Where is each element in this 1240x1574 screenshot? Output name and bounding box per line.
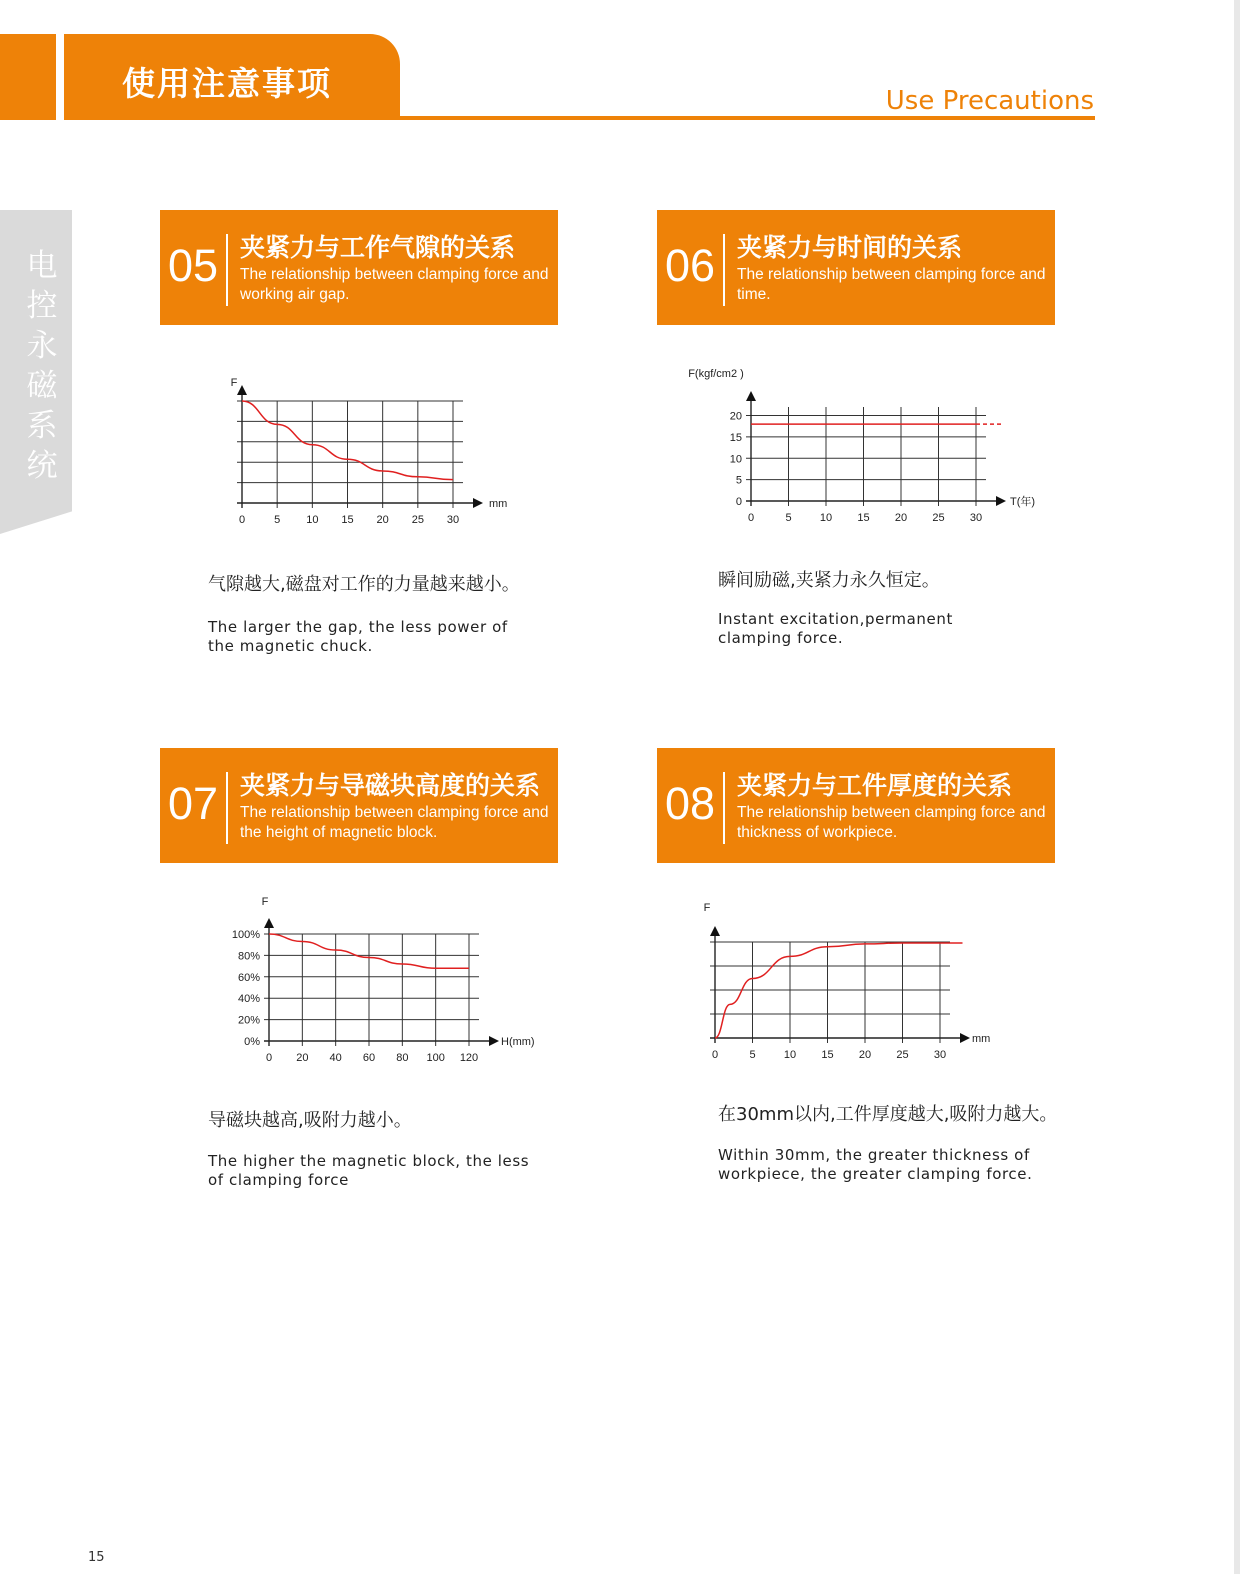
side-char: 磁	[26, 368, 58, 404]
x-tick-label: 60	[362, 1052, 376, 1064]
y-tick-label: 15	[729, 431, 742, 444]
section-05-header	[160, 210, 558, 325]
header-accent-block	[0, 34, 56, 120]
y-axis-label: F	[703, 902, 711, 914]
section-number: 05	[168, 240, 219, 291]
y-tick-label: 10	[729, 453, 742, 466]
page-title-en: Use Precautions	[885, 86, 1094, 116]
x-tick-label: 15	[341, 514, 354, 526]
header-rule	[400, 116, 1095, 120]
section-number: 08	[665, 778, 716, 829]
page-number: 15	[88, 1550, 105, 1565]
x-tick-label: 25	[411, 514, 424, 526]
x-tick-label: 10	[306, 514, 319, 526]
x-axis-label: mm	[489, 498, 508, 510]
section-title-cn: 夹紧力与工作气隙的关系	[240, 233, 516, 262]
x-tick-label: 0	[265, 1052, 273, 1064]
y-tick-label: 0%	[244, 1036, 260, 1048]
section-08-header	[657, 748, 1055, 863]
x-tick-label: 15	[857, 512, 870, 524]
y-tick-label: 60%	[237, 971, 260, 984]
section-number: 06	[665, 240, 716, 291]
y-tick-label: 100%	[231, 929, 260, 941]
y-tick-label: 0	[735, 496, 742, 508]
x-tick-label: 5	[749, 1049, 756, 1061]
x-tick-label: 20	[296, 1052, 309, 1064]
section-number: 07	[168, 778, 219, 829]
section-06-header	[657, 210, 1055, 325]
x-tick-label: 0	[747, 512, 755, 524]
x-tick-label: 15	[821, 1049, 834, 1061]
x-tick-label: 20	[376, 514, 389, 526]
y-axis-arrow-icon	[746, 391, 756, 401]
y-tick-label: 20%	[237, 1014, 260, 1027]
side-char: 永	[26, 328, 58, 364]
x-tick-label: 25	[896, 1049, 909, 1061]
x-tick-label: 30	[933, 1049, 947, 1061]
x-tick-label: 120	[459, 1052, 479, 1064]
x-tick-label: 30	[969, 512, 983, 524]
side-char: 电	[26, 248, 58, 284]
section-divider	[226, 234, 228, 306]
x-axis-arrow-icon	[473, 498, 483, 508]
section-title-en: The relationship between clamping force and time.	[737, 266, 1046, 303]
section-title-en: The relationship between clamping force and the height of magnetic block.	[240, 804, 549, 841]
x-axis-arrow-icon	[996, 496, 1006, 506]
y-tick-label: 20	[729, 410, 742, 423]
section-07-note-en: The higher the magnetic block, the less of clamping force	[208, 1152, 530, 1189]
y-axis-label: F(kgf/cm2 )	[688, 368, 744, 380]
x-axis-label: T(年)	[1010, 496, 1036, 508]
page-edge	[1234, 0, 1240, 1574]
x-tick-label: 20	[894, 512, 908, 524]
section-05-note-en: The larger the gap, the less power of the magnetic chuck.	[208, 618, 508, 655]
section-06-note-cn: 瞬间励磁,夹紧力永久恒定。	[718, 570, 940, 591]
x-tick-label: 10	[819, 512, 833, 524]
section-title-cn: 夹紧力与导磁块高度的关系	[240, 771, 541, 800]
x-tick-label: 40	[329, 1052, 342, 1064]
x-tick-label: 80	[396, 1052, 409, 1064]
section-08-note-cn: 在30mm以内,工件厚度越大,吸附力越大。	[718, 1104, 1058, 1125]
x-axis-arrow-icon	[489, 1036, 499, 1046]
x-axis-label: mm	[972, 1033, 991, 1045]
section-title-cn: 夹紧力与工件厚度的关系	[737, 771, 1013, 800]
side-char: 统	[26, 448, 58, 484]
section-06-note-en: Instant excitation,permanent clamping force.	[718, 610, 953, 647]
chart-time-force	[688, 362, 1040, 532]
x-tick-label: 100	[426, 1052, 445, 1064]
x-tick-label: 0	[711, 1049, 719, 1061]
x-tick-label: 25	[932, 512, 945, 524]
x-tick-label: 20	[858, 1049, 872, 1061]
y-tick-label: 80%	[237, 950, 260, 963]
chart-thickness-force	[690, 896, 1010, 1071]
side-category-label	[22, 246, 62, 486]
page-title-cn: 使用注意事项	[122, 64, 332, 103]
side-char: 控	[26, 288, 58, 324]
section-07-header	[160, 748, 558, 863]
section-07-note-cn: 导磁块越高,吸附力越小。	[208, 1110, 412, 1131]
section-divider	[226, 772, 228, 844]
section-title-en: The relationship between clamping force and working air gap.	[240, 266, 549, 303]
x-tick-label: 0	[238, 514, 246, 526]
section-title-cn: 夹紧力与时间的关系	[737, 233, 963, 262]
section-divider	[723, 234, 725, 306]
y-axis-label: F	[230, 377, 238, 389]
x-axis-label: H(mm)	[501, 1036, 535, 1048]
y-axis-arrow-icon	[264, 918, 274, 928]
chart-block-height-force	[220, 890, 540, 1075]
side-char: 系	[26, 408, 58, 444]
chart-gap-force	[200, 370, 520, 540]
section-05-note-cn: 气隙越大,磁盘对工作的力量越来越小。	[208, 574, 520, 595]
y-axis-arrow-icon	[237, 385, 247, 395]
section-08-note-en: Within 30mm, the greater thickness of workpiece, the greater clamping force.	[718, 1146, 1033, 1183]
section-title-en: The relationship between clamping force and thickness of workpiece.	[737, 804, 1046, 841]
y-axis-label: F	[261, 896, 269, 908]
section-divider	[723, 772, 725, 844]
x-tick-label: 10	[783, 1049, 797, 1061]
x-tick-label: 5	[274, 514, 281, 526]
y-tick-label: 40%	[237, 993, 260, 1006]
x-axis-arrow-icon	[960, 1033, 970, 1043]
x-tick-label: 30	[446, 514, 460, 526]
y-tick-label: 5	[735, 474, 742, 487]
x-tick-label: 5	[785, 512, 792, 524]
y-axis-arrow-icon	[710, 926, 720, 936]
